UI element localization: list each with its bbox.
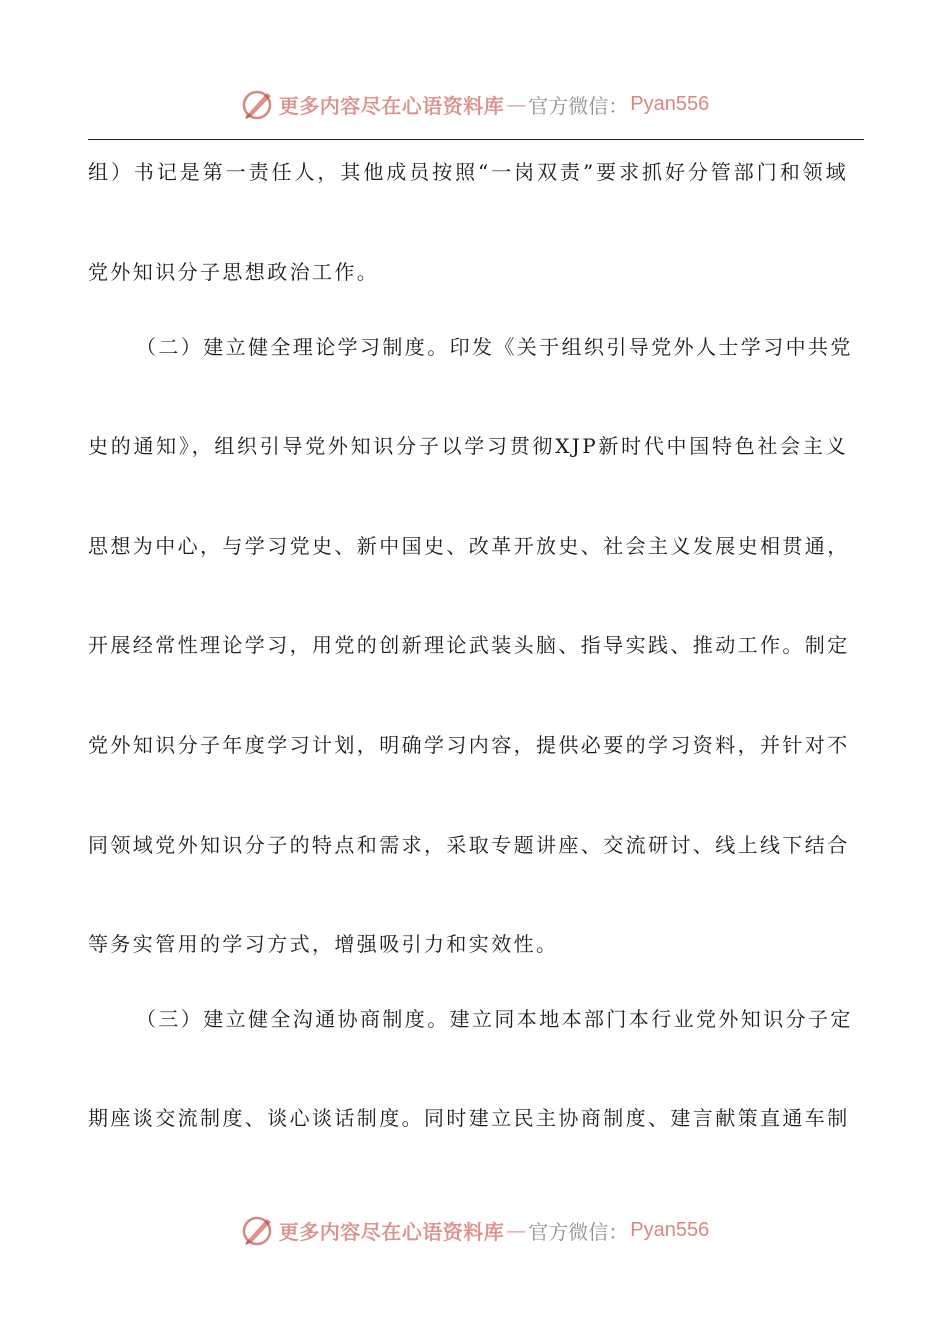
footer-banner-title: 更多内容尽在心语资料库 [278,1219,505,1244]
header-banner-title: 更多内容尽在心语资料库 [278,93,505,118]
header-divider [88,139,864,140]
header-banner-separator: — [506,92,527,116]
body-line: 开展经常性理论学习，用党的创新理论武装头脑、指导实践、推动工作。制定 [88,633,850,657]
footer-banner-label: 官方微信： [528,1219,629,1244]
header-banner [0,82,950,126]
body-line: 史的通知》，组织引导党外知识分子以学习贯彻XJP新时代中国特色社会主义 [88,434,848,458]
header-banner-label: 官方微信： [528,93,629,118]
body-line: 等务实管用的学习方式，增强吸引力和实效性。 [88,932,559,956]
footer-wechat-id: Pyan556 [630,1218,710,1241]
body-line: 期座谈交流制度、谈心谈话制度。同时建立民主协商制度、建言献策直通车制 [88,1106,850,1130]
body-line: 党外知识分子思想政治工作。 [88,260,380,284]
paragraph-heading-3: （三）建立健全沟通协商制度。建立同本地本部门本行业党外知识分子定 [136,1007,853,1031]
body-line: 党外知识分子年度学习计划，明确学习内容，提供必要的学习资料，并针对不 [88,733,850,757]
footer-banner-separator: — [506,1218,527,1242]
body-line: 思想为中心，与学习党史、新中国史、改革开放史、社会主义发展史相贯通， [88,534,850,558]
pen-logo-icon [241,87,275,121]
header-wechat-id: Pyan556 [630,92,710,115]
footer-banner [0,1208,950,1252]
pen-logo-icon [241,1213,275,1247]
body-line: 组）书记是第一责任人，其他成员按照“一岗双责”要求抓好分管部门和领域 [88,160,848,184]
paragraph-heading-2: （二）建立健全理论学习制度。印发《关于组织引导党外人士学习中共党 [136,335,853,359]
body-line: 同领域党外知识分子的特点和需求，采取专题讲座、交流研讨、线上线下结合 [88,833,850,857]
